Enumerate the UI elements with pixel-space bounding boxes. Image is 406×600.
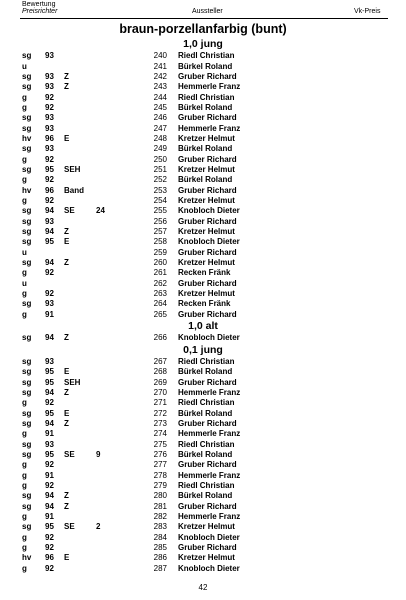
entry-row xyxy=(0,155,406,165)
section-label: 0,1 jung xyxy=(183,343,223,356)
entry-rating: g xyxy=(22,268,27,278)
entry-rating: g xyxy=(22,196,27,205)
entry-exhibitor: Gruber Richard xyxy=(178,278,237,288)
entry-cage-number: 281 xyxy=(153,501,167,511)
entry-cage-number: 276 xyxy=(153,449,167,459)
entry-points: 91 xyxy=(45,309,54,319)
entry-cage-number: 287 xyxy=(153,563,167,573)
section-heading xyxy=(0,320,406,333)
entry-rating: hv xyxy=(22,185,32,195)
entry-points: 94 xyxy=(45,418,54,428)
entry-award: SE xyxy=(64,522,75,532)
entry-rating: sg xyxy=(22,164,32,174)
section-heading xyxy=(0,344,406,357)
entry-cage-number: 269 xyxy=(153,377,167,387)
entry-points: 95 xyxy=(45,449,54,459)
entry-points: 94 xyxy=(45,501,54,511)
entry-exhibitor: Kretzer Helmut xyxy=(178,196,235,205)
entry-exhibitor: Gruber Richard xyxy=(178,154,237,164)
entry-rating: sg xyxy=(22,377,32,387)
entry-row xyxy=(0,289,406,299)
entry-points: 93 xyxy=(45,216,54,226)
entry-award: E xyxy=(64,367,70,377)
entry-rating: sg xyxy=(22,333,32,343)
entry-row xyxy=(0,471,406,481)
entry-cage-number: 246 xyxy=(153,113,167,123)
entry-points: 92 xyxy=(45,543,54,553)
entry-rating: g xyxy=(22,480,27,490)
entry-rating: sg xyxy=(22,227,32,237)
entry-cage-number: 248 xyxy=(153,133,167,143)
entry-rating: g xyxy=(22,512,27,521)
section-label: 1,0 jung xyxy=(183,38,223,50)
entry-cage-number: 263 xyxy=(153,289,167,299)
entry-cage-number: 277 xyxy=(153,460,167,470)
entry-exhibitor: Hemmerle Franz xyxy=(178,387,241,397)
entry-cage-number: 240 xyxy=(153,51,167,61)
entry-award: SEH xyxy=(64,377,81,387)
entry-exhibitor: Kretzer Helmut xyxy=(178,164,235,174)
entry-exhibitor: Bürkel Roland xyxy=(178,175,233,185)
entry-exhibitor: Kretzer Helmut xyxy=(178,289,235,299)
entry-row xyxy=(0,481,406,491)
entry-row xyxy=(0,72,406,82)
entry-cage-number: 270 xyxy=(153,387,167,397)
entry-row xyxy=(0,543,406,553)
entry-award: Band xyxy=(64,185,84,195)
header-aussteller: Aussteller xyxy=(192,8,223,15)
entry-cage-number: 254 xyxy=(153,196,167,205)
entry-award: Z xyxy=(64,418,69,428)
entry-rating: g xyxy=(22,309,27,319)
entry-rating: sg xyxy=(22,522,32,532)
entry-award: SE xyxy=(64,449,75,459)
entry-rating: sg xyxy=(22,82,32,92)
entry-extra: 9 xyxy=(96,449,101,459)
entry-rating: g xyxy=(22,154,27,164)
entry-exhibitor: Hemmerle Franz xyxy=(178,512,241,521)
entry-cage-number: 259 xyxy=(153,247,167,257)
entry-cage-number: 247 xyxy=(153,123,167,133)
entry-row xyxy=(0,258,406,268)
entry-rating: sg xyxy=(22,206,32,216)
entry-points: 93 xyxy=(45,113,54,123)
entry-row xyxy=(0,398,406,408)
entry-row xyxy=(0,51,406,61)
entry-points: 92 xyxy=(45,154,54,164)
entry-cage-number: 283 xyxy=(153,522,167,532)
entry-exhibitor: Riedl Christian xyxy=(178,92,235,102)
entry-row xyxy=(0,227,406,237)
entry-award: Z xyxy=(64,258,69,268)
entry-exhibitor: Bürkel Roland xyxy=(178,144,233,154)
entry-cage-number: 265 xyxy=(153,309,167,319)
entry-list xyxy=(0,38,406,574)
entry-award: Z xyxy=(64,333,69,343)
entry-rating: sg xyxy=(22,439,32,449)
entry-points: 91 xyxy=(45,429,54,439)
entry-exhibitor: Gruber Richard xyxy=(178,460,237,470)
entry-points: 93 xyxy=(45,71,54,81)
entry-cage-number: 245 xyxy=(153,102,167,112)
entry-points: 94 xyxy=(45,206,54,216)
entry-row xyxy=(0,564,406,574)
entry-cage-number: 285 xyxy=(153,543,167,553)
entry-row xyxy=(0,248,406,258)
entry-exhibitor: Riedl Christian xyxy=(178,356,235,366)
header-vk-preis: Vk-Preis xyxy=(354,8,381,15)
entry-cage-number: 258 xyxy=(153,237,167,247)
entry-cage-number: 250 xyxy=(153,154,167,164)
header-divider xyxy=(20,18,388,19)
entry-exhibitor: Riedl Christian xyxy=(178,398,235,408)
entry-cage-number: 244 xyxy=(153,92,167,102)
entry-points: 91 xyxy=(45,470,54,480)
entry-cage-number: 266 xyxy=(153,333,167,343)
entry-rating: sg xyxy=(22,51,32,61)
entry-row xyxy=(0,310,406,320)
entry-rating: sg xyxy=(22,258,32,268)
entry-award: E xyxy=(64,133,70,143)
entry-points: 92 xyxy=(45,480,54,490)
entry-cage-number: 264 xyxy=(153,299,167,309)
column-header xyxy=(0,0,406,20)
entry-row xyxy=(0,450,406,460)
entry-cage-number: 275 xyxy=(153,439,167,449)
entry-extra: 2 xyxy=(96,522,101,532)
entry-award: Z xyxy=(64,501,69,511)
entry-row xyxy=(0,333,406,343)
entry-exhibitor: Kretzer Helmut xyxy=(178,553,235,563)
entry-row xyxy=(0,502,406,512)
entry-exhibitor: Recken Fränk xyxy=(178,299,231,309)
entry-points: 92 xyxy=(45,196,54,205)
entry-row xyxy=(0,237,406,247)
entry-row xyxy=(0,378,406,388)
header-bewertung: Bewertung xyxy=(22,1,56,8)
page-number: 42 xyxy=(198,583,208,592)
entry-rating: g xyxy=(22,398,27,408)
entry-cage-number: 268 xyxy=(153,367,167,377)
entry-row xyxy=(0,279,406,289)
entry-rating: sg xyxy=(22,356,32,366)
entry-cage-number: 267 xyxy=(153,356,167,366)
entry-points: 92 xyxy=(45,102,54,112)
entry-cage-number: 280 xyxy=(153,491,167,501)
entry-exhibitor: Riedl Christian xyxy=(178,439,235,449)
entry-row xyxy=(0,491,406,501)
entry-points: 96 xyxy=(45,553,54,563)
entry-rating: sg xyxy=(22,144,32,154)
entry-rating: g xyxy=(22,175,27,185)
entry-rating: sg xyxy=(22,123,32,133)
entry-row xyxy=(0,299,406,309)
entry-exhibitor: Bürkel Roland xyxy=(178,408,233,418)
entry-rating: u xyxy=(22,61,27,71)
entry-row xyxy=(0,62,406,72)
entry-exhibitor: Gruber Richard xyxy=(178,309,237,319)
entry-cage-number: 255 xyxy=(153,206,167,216)
entry-cage-number: 272 xyxy=(153,408,167,418)
entry-row xyxy=(0,533,406,543)
entry-row xyxy=(0,429,406,439)
entry-exhibitor: Knobloch Dieter xyxy=(178,563,240,573)
entry-exhibitor: Hemmerle Franz xyxy=(178,429,241,439)
entry-row xyxy=(0,367,406,377)
entry-rating: sg xyxy=(22,501,32,511)
entry-points: 92 xyxy=(45,268,54,278)
entry-exhibitor: Hemmerle Franz xyxy=(178,123,241,133)
entry-row xyxy=(0,93,406,103)
entry-cage-number: 256 xyxy=(153,216,167,226)
page-title: braun-porzellanfarbig (bunt) xyxy=(119,22,287,36)
entry-award: E xyxy=(64,237,70,247)
entry-exhibitor: Gruber Richard xyxy=(178,216,237,226)
entry-rating: sg xyxy=(22,113,32,123)
entry-exhibitor: Kretzer Helmut xyxy=(178,133,235,143)
entry-points: 95 xyxy=(45,522,54,532)
entry-row xyxy=(0,268,406,278)
entry-exhibitor: Kretzer Helmut xyxy=(178,258,235,268)
entry-row xyxy=(0,124,406,134)
entry-cage-number: 273 xyxy=(153,418,167,428)
entry-points: 92 xyxy=(45,92,54,102)
entry-exhibitor: Gruber Richard xyxy=(178,247,237,257)
entry-exhibitor: Riedl Christian xyxy=(178,51,235,61)
entry-exhibitor: Bürkel Roland xyxy=(178,61,233,71)
entry-cage-number: 241 xyxy=(153,61,167,71)
entry-cage-number: 251 xyxy=(153,164,167,174)
entry-points: 92 xyxy=(45,563,54,573)
entry-points: 92 xyxy=(45,460,54,470)
entry-points: 95 xyxy=(45,367,54,377)
entry-exhibitor: Bürkel Roland xyxy=(178,491,233,501)
entry-points: 94 xyxy=(45,491,54,501)
entry-row xyxy=(0,460,406,470)
entry-row xyxy=(0,206,406,216)
entry-exhibitor: Knobloch Dieter xyxy=(178,333,240,343)
entry-award: SEH xyxy=(64,164,81,174)
entry-points: 93 xyxy=(45,51,54,61)
entry-row xyxy=(0,512,406,522)
entry-cage-number: 274 xyxy=(153,429,167,439)
entry-cage-number: 278 xyxy=(153,470,167,480)
entry-points: 95 xyxy=(45,377,54,387)
entry-award: Z xyxy=(64,491,69,501)
entry-rating: g xyxy=(22,532,27,542)
header-preisrichter: Preisrichter xyxy=(22,8,58,15)
entry-exhibitor: Bürkel Roland xyxy=(178,449,233,459)
entry-cage-number: 286 xyxy=(153,553,167,563)
entry-rating: g xyxy=(22,543,27,553)
entry-award: SE xyxy=(64,206,75,216)
entry-cage-number: 252 xyxy=(153,175,167,185)
entry-row xyxy=(0,357,406,367)
entry-points: 93 xyxy=(45,123,54,133)
entry-rating: g xyxy=(22,460,27,470)
entry-row xyxy=(0,419,406,429)
entry-exhibitor: Gruber Richard xyxy=(178,185,237,195)
entry-row xyxy=(0,553,406,563)
entry-points: 94 xyxy=(45,227,54,237)
entry-row xyxy=(0,103,406,113)
entry-row xyxy=(0,388,406,398)
entry-row xyxy=(0,144,406,154)
entry-points: 92 xyxy=(45,532,54,542)
entry-rating: g xyxy=(22,470,27,480)
entry-rating: g xyxy=(22,92,27,102)
entry-extra: 24 xyxy=(96,206,105,216)
entry-rating: sg xyxy=(22,299,32,309)
entry-row xyxy=(0,440,406,450)
entry-award: E xyxy=(64,553,70,563)
entry-cage-number: 243 xyxy=(153,82,167,92)
entry-exhibitor: Gruber Richard xyxy=(178,501,237,511)
entry-exhibitor: Bürkel Roland xyxy=(178,367,233,377)
entry-exhibitor: Gruber Richard xyxy=(178,71,237,81)
entry-points: 91 xyxy=(45,512,54,521)
entry-row xyxy=(0,522,406,532)
entry-exhibitor: Hemmerle Franz xyxy=(178,82,241,92)
entry-rating: u xyxy=(22,278,27,288)
entry-rating: sg xyxy=(22,237,32,247)
entry-points: 93 xyxy=(45,82,54,92)
entry-points: 92 xyxy=(45,175,54,185)
entry-exhibitor: Knobloch Dieter xyxy=(178,237,240,247)
entry-exhibitor: Kretzer Helmut xyxy=(178,227,235,237)
section-label: 1,0 alt xyxy=(188,320,218,333)
entry-rating: sg xyxy=(22,367,32,377)
entry-rating: g xyxy=(22,289,27,299)
entry-exhibitor: Riedl Christian xyxy=(178,480,235,490)
entry-exhibitor: Gruber Richard xyxy=(178,113,237,123)
entry-points: 93 xyxy=(45,356,54,366)
entry-exhibitor: Hemmerle Franz xyxy=(178,470,241,480)
entry-rating: sg xyxy=(22,418,32,428)
entry-points: 93 xyxy=(45,299,54,309)
entry-exhibitor: Gruber Richard xyxy=(178,543,237,553)
entry-cage-number: 242 xyxy=(153,71,167,81)
entry-row xyxy=(0,175,406,185)
entry-cage-number: 249 xyxy=(153,144,167,154)
entry-award: E xyxy=(64,408,70,418)
entry-award: Z xyxy=(64,82,69,92)
entry-points: 94 xyxy=(45,387,54,397)
entry-rating: sg xyxy=(22,491,32,501)
entry-rating: hv xyxy=(22,553,32,563)
entry-points: 93 xyxy=(45,144,54,154)
entry-row xyxy=(0,196,406,206)
entry-cage-number: 262 xyxy=(153,278,167,288)
entry-exhibitor: Kretzer Helmut xyxy=(178,522,235,532)
entry-cage-number: 257 xyxy=(153,227,167,237)
entry-rating: sg xyxy=(22,387,32,397)
entry-points: 95 xyxy=(45,408,54,418)
entry-points: 96 xyxy=(45,133,54,143)
entry-points: 94 xyxy=(45,333,54,343)
entry-exhibitor: Recken Fränk xyxy=(178,268,231,278)
entry-points: 94 xyxy=(45,258,54,268)
entry-rating: sg xyxy=(22,71,32,81)
entry-row xyxy=(0,409,406,419)
section-heading xyxy=(0,38,406,51)
entry-exhibitor: Gruber Richard xyxy=(178,377,237,387)
entry-row xyxy=(0,186,406,196)
entry-row xyxy=(0,113,406,123)
entry-points: 96 xyxy=(45,185,54,195)
entry-cage-number: 282 xyxy=(153,512,167,521)
entry-row xyxy=(0,82,406,92)
entry-cage-number: 279 xyxy=(153,480,167,490)
entry-cage-number: 260 xyxy=(153,258,167,268)
entry-points: 92 xyxy=(45,398,54,408)
entry-cage-number: 253 xyxy=(153,185,167,195)
entry-rating: sg xyxy=(22,216,32,226)
entry-points: 95 xyxy=(45,237,54,247)
entry-exhibitor: Bürkel Roland xyxy=(178,102,233,112)
entry-award: Z xyxy=(64,71,69,81)
entry-points: 95 xyxy=(45,164,54,174)
entry-exhibitor: Knobloch Dieter xyxy=(178,206,240,216)
entry-award: Z xyxy=(64,227,69,237)
entry-exhibitor: Gruber Richard xyxy=(178,418,237,428)
entry-cage-number: 284 xyxy=(153,532,167,542)
entry-rating: hv xyxy=(22,133,32,143)
entry-cage-number: 271 xyxy=(153,398,167,408)
entry-row xyxy=(0,165,406,175)
entry-rating: g xyxy=(22,563,27,573)
entry-rating: u xyxy=(22,247,27,257)
entry-rating: sg xyxy=(22,408,32,418)
entry-award: Z xyxy=(64,387,69,397)
entry-rating: sg xyxy=(22,449,32,459)
entry-cage-number: 261 xyxy=(153,268,167,278)
entry-exhibitor: Knobloch Dieter xyxy=(178,532,240,542)
entry-points: 92 xyxy=(45,289,54,299)
entry-rating: g xyxy=(22,429,27,439)
entry-rating: g xyxy=(22,102,27,112)
entry-row xyxy=(0,217,406,227)
entry-points: 93 xyxy=(45,439,54,449)
entry-row xyxy=(0,134,406,144)
